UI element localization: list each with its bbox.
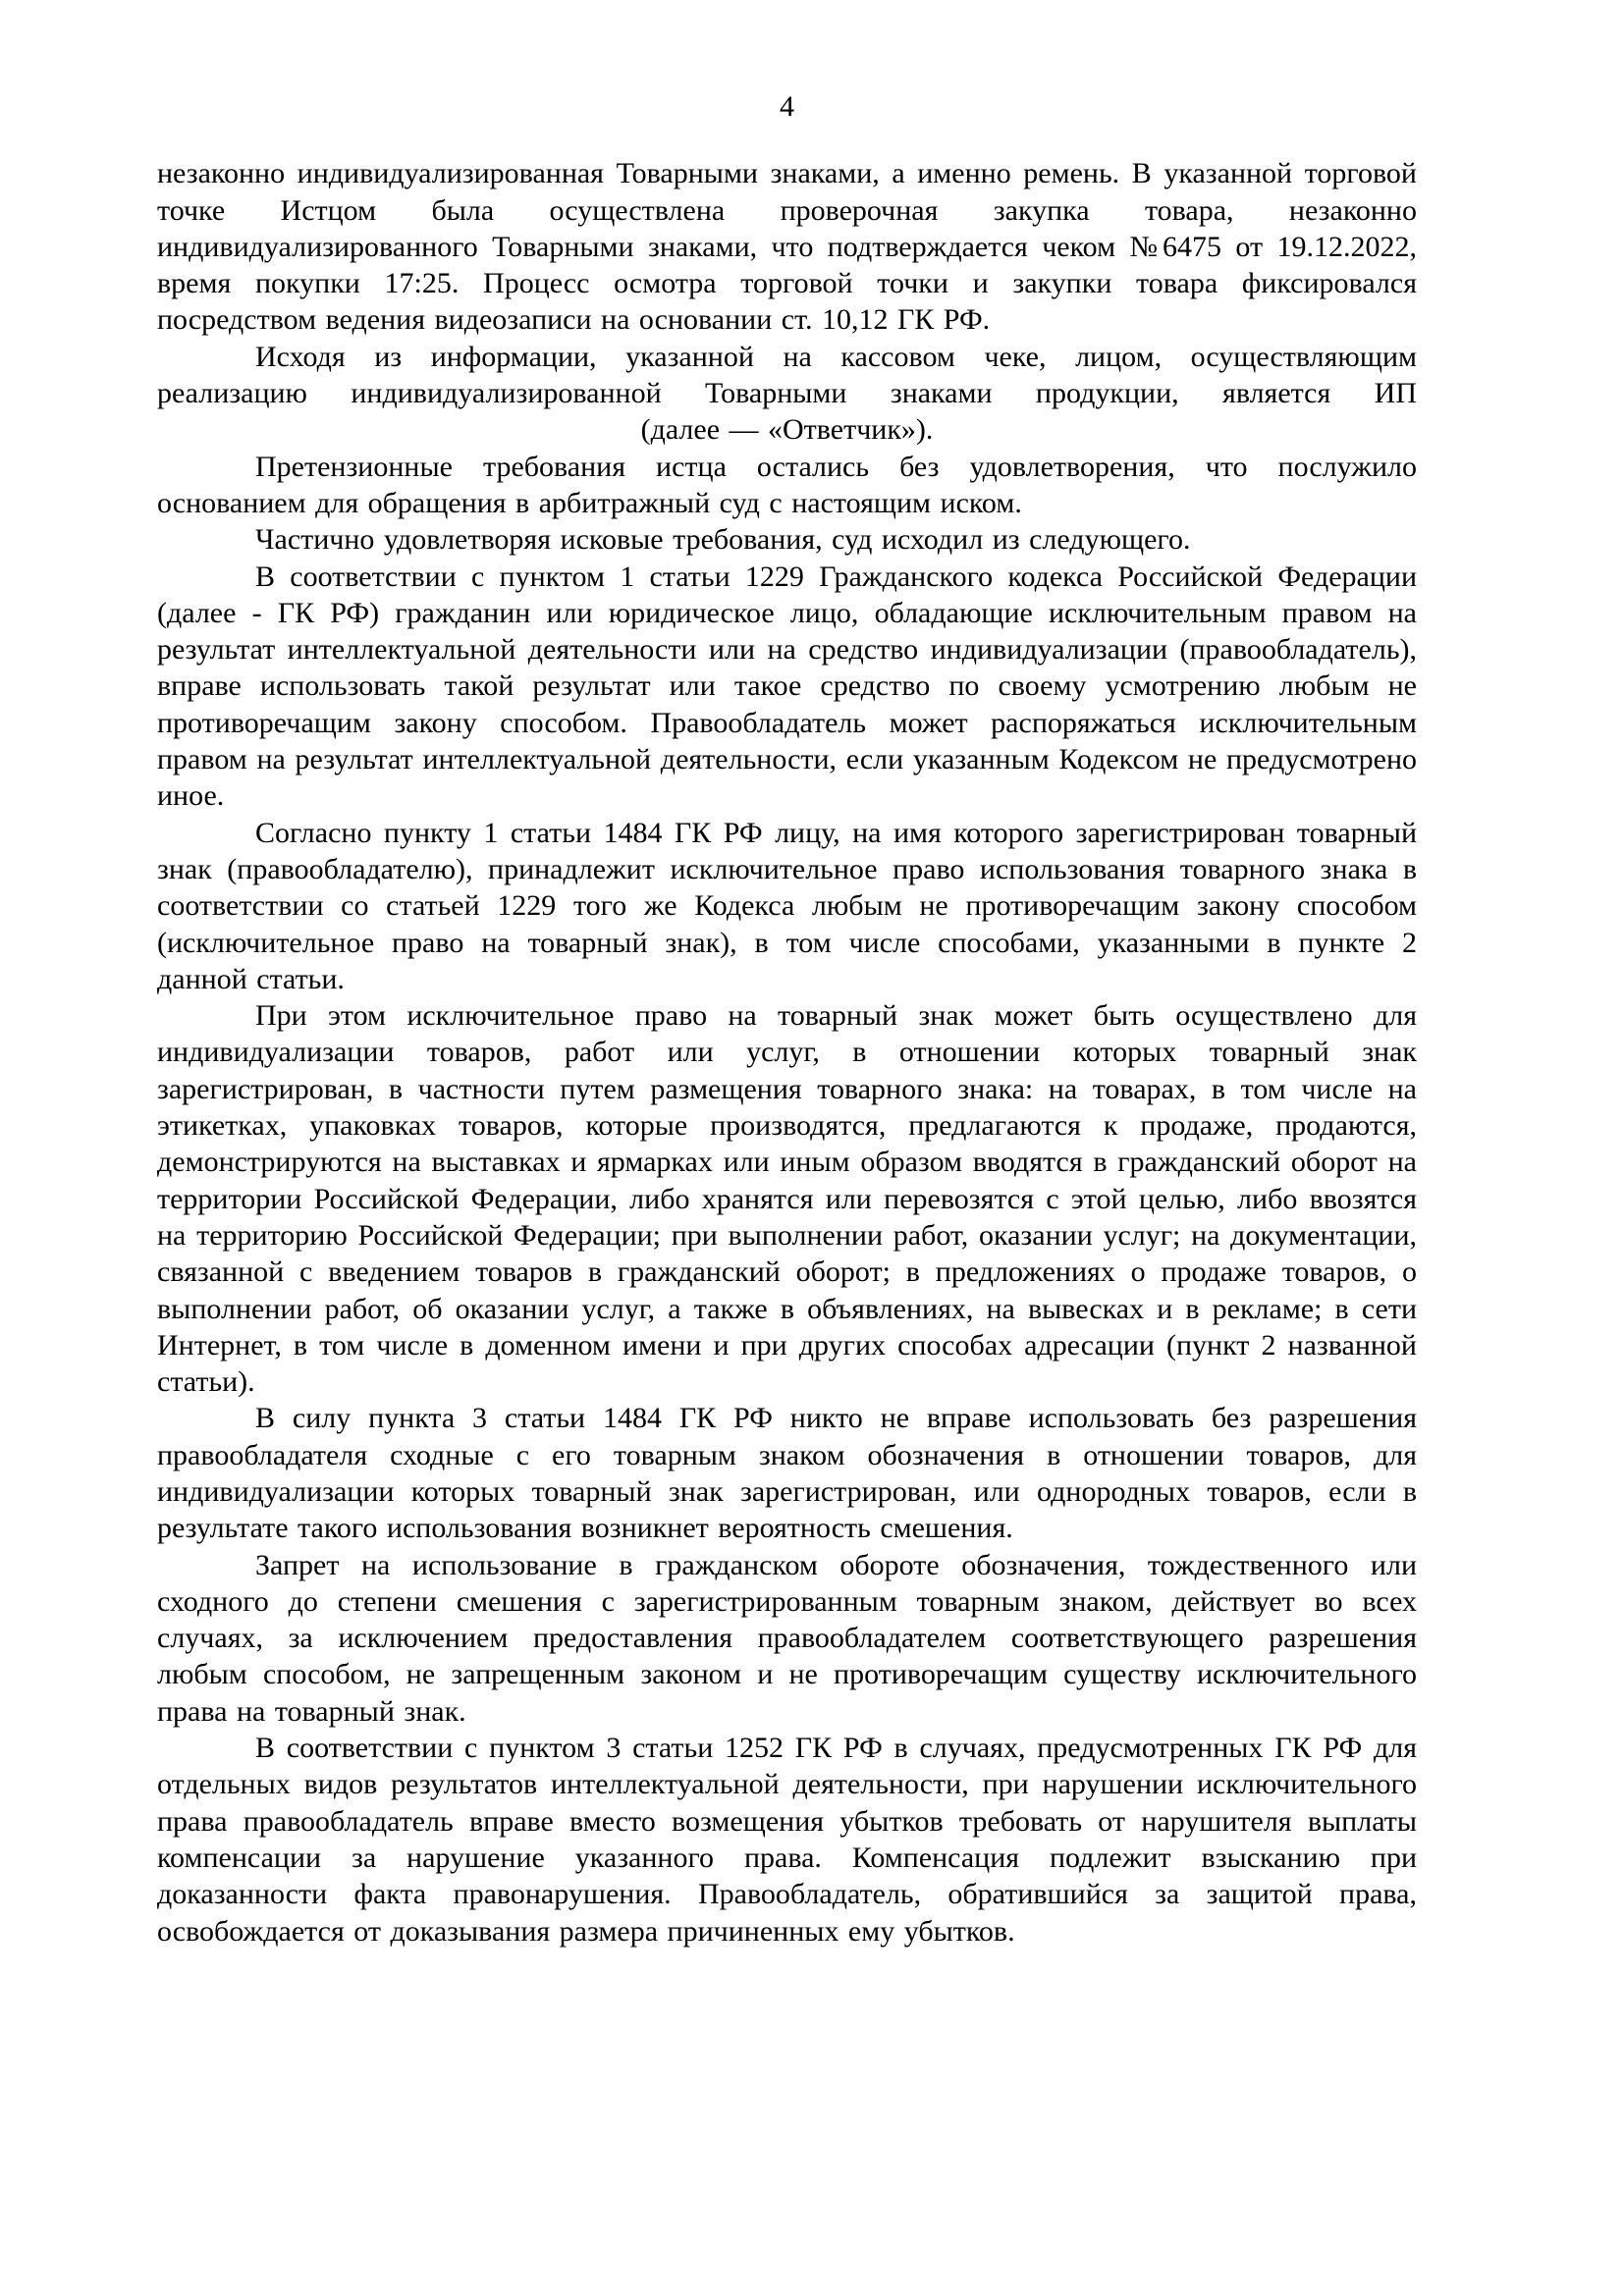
paragraph-article-1484-p3: В силу пункта 3 статьи 1484 ГК РФ никто не вправе использовать без разрешения правообладателя сходные с его товарным знаком обозначения в отношении товаров, для индивидуализации которых товарный знак зарегистрирован, или однородных товаров, если в результате такого использования возникнет вероятность смешения. [157,1402,1417,1545]
paragraph-continuation-purchase-evidence: незаконно индивидуализированная Товарными знаками, а именно ремень. В указанной торговой точке Истцом была осуществлена проверочная закупка товара, незаконно индивидуализированного Товарными знаками, что подтверждается чеком №6475 от 19.12.2022, время покупки 17:25. Процесс осмотра торговой точки и закупки товара фиксировался посредством ведения видеозаписи на основании ст. 10,12 ГК РФ. [157,157,1417,337]
paragraph-court-reasoning-intro: Частично удовлетворяя исковые требования, суд исходил из следующего. [255,523,1191,557]
paragraph-defendant-alias: (далее — «Ответчик»). [640,413,934,447]
page-number: 4 [780,90,794,123]
paragraph-article-1229: В соответствии с пунктом 1 статьи 1229 Гражданского кодекса Российской Федерации (далее - ГК РФ) гражданин или юридическое лицо, обладающие исключительным правом на результат интеллектуальной деятельности или на средство индивидуализации (правообладатель), вправе использовать такой результат или такое средство по своему усмотрению любым не противоречащим закону способом. Правообладатель может распоряжаться исключительным правом на результат интеллектуальной деятельности, если указанным Кодексом не предусмотрено иное. [157,560,1417,813]
paragraph-article-1484-p1: Согласно пункту 1 статьи 1484 ГК РФ лицу, на имя которого зарегистрирован товарный знак (правообладателю), принадлежит исключительное право использования товарного знака в соответствии со статьей 1229 того же Кодекса любым не противоречащим закону способом (исключительное право на товарный знак), в том числе способами, указанными в пункте 2 данной статьи. [157,816,1417,995]
paragraph-receipt-seller-info: Исходя из информации, указанной на кассовом чеке, лицом, осуществляющим реализацию индивидуализированной Товарными знаками продукции, является ИП [157,340,1417,410]
paragraph-use-prohibition: Запрет на использование в гражданском обороте обозначения, тождественного или сходного до степени смешения с зарегистрированным товарным знаком, действует во всех случаях, за исключением предоставления правообладателем соответствующего разрешения любым способом, не запрещенным законом и не противоречащим существу исключительного права на товарный знак. [157,1548,1417,1728]
paragraph-pretrial-claims: Претензионные требования истца остались без удовлетворения, что послужило основанием для обращения в арбитражный суд с настоящим иском. [157,450,1417,519]
paragraph-trademark-use-cases: При этом исключительное право на товарный знак может быть осуществлено для индивидуализации товаров, работ или услуг, в отношении которых товарный знак зарегистрирован, в частности путем размещения товарного знака: на товарах, в том числе на этикетках, упаковках товаров, которые производятся, предлагаются к продаже, продаются, демонстрируются на выставках и ярмарках или иным образом вводятся в гражданский оборот на территории Российской Федерации, либо хранятся или перевозятся с этой целью, либо ввозятся на территорию Российской Федерации; при выполнении работ, оказании услуг; на документации, связанной с введением товаров в гражданский оборот; в предложениях о продаже товаров, о выполнении работ, об оказании услуг, а также в объявлениях, на вывесках и в рекламе; в сети Интернет, в том числе в доменном имени и при других способах адресации (пункт 2 названной статьи). [157,999,1417,1399]
paragraph-article-1252-compensation: В соответствии с пунктом 3 статьи 1252 ГК РФ в случаях, предусмотренных ГК РФ для отдельных видов результатов интеллектуальной деятельности, при нарушении исключительного права правообладатель вправе вместо возмещения убытков требовать от нарушителя выплаты компенсации за нарушение указанного права. Компенсация подлежит взысканию при доказанности факта правонарушения. Правообладатель, обратившийся за защитой права, освобождается от доказывания размера причиненных ему убытков. [157,1732,1417,1948]
